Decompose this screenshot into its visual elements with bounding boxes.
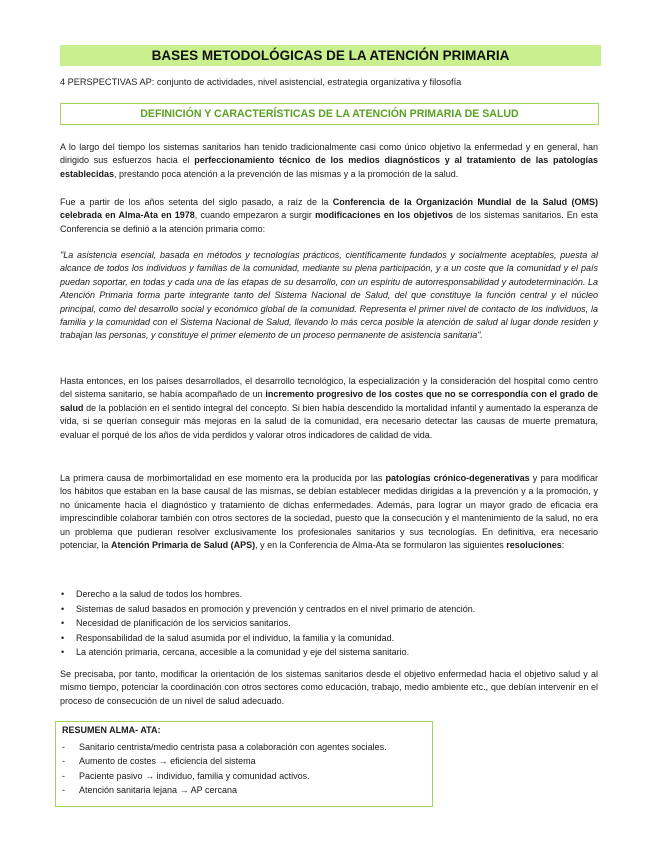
summary-box	[55, 721, 433, 807]
perspectives-line: 4 PERSPECTIVAS AP: conjunto de actividades, nivel asistencial, estrategia organizativa y filosofía	[60, 77, 462, 87]
summary-item-from: Paciente pasivo	[79, 770, 143, 781]
p3-bold: incremento progresivo de los costes que no se correspondía con el grado de salud	[60, 389, 598, 413]
p4-text-e: , y en la Conferencia de Alma-Ata se formularon las siguientes	[255, 540, 507, 551]
p2-bold-modifications: modificaciones en los objetivos	[315, 210, 454, 221]
p1-text-c: , prestando poca atención a la prevención de las mismas y a la promoción de la salud.	[114, 168, 459, 179]
arrow-right-icon: →	[158, 756, 168, 767]
p2-bold-conference: Conferencia de la Organización Mundial de la Salud (OMS) celebrada en Alma-Ata en 1978	[60, 197, 598, 221]
list-item	[62, 754, 426, 768]
paragraph-conclusion: Se precisaba, por tanto, modificar la orientación de los sistemas sanitarios desde el objetivo enfermedad hacia el objetivo salud y al mismo tiempo, potenciar la coordinación con otros sectores como educación, trabajo, medio ambiente etc., que debían intervenir en el proceso de consecución de un nivel de salud adecuado.	[60, 669, 598, 706]
p4-bold-aps: Atención Primaria de Salud (APS)	[111, 540, 256, 551]
list-item	[62, 769, 426, 783]
p4-text-a: La primera causa de morbimortalidad en ese momento era la producida por las	[60, 473, 386, 483]
summary-item-to: AP cercana	[190, 785, 237, 796]
page-title: BASES METODOLÓGICAS DE LA ATENCIÓN PRIMARIA	[60, 45, 601, 66]
p2-text-c: , cuando empezaron a surgir	[194, 210, 316, 221]
summary-item-to: individuo, familia y comunidad activos.	[156, 770, 310, 781]
list-item	[62, 783, 426, 797]
p2-text-e: de los sistemas sanitarios. En esta Conferencia se definió a la atención primaria como:	[60, 210, 598, 234]
quote-text: "La asistencia esencial, basada en métodos y tecnologías prácticos, científicamente fundados y socialmente aceptables, puesta al alcance de todos los individuos y familias de la comunidad, mediante su plena participación, y a un coste que la comunidad y el país puedan soportar, en todas y cada una de las etapas de su desarrollo, con un espíritu de autorresponsabilidad y autodeterminación. La Atención Primaria forma parte integrante tanto del Sistema Nacional de Salud, del que constituye la función central y el núcleo principal, como del desarrollo social y económico global de la comunidad. Representa el primer nivel de contacto de los individuos, la familia y la comunidad con el Sistema Nacional de Salud, llevando lo más cerca posible la atención de salud al lugar donde residen y trabajan las personas, y constituye el primer elemento de un proceso permanente de asistencia sanitaria".	[60, 250, 598, 341]
paragraph-alma-ata	[60, 196, 598, 236]
arrow-right-icon: →	[145, 770, 155, 781]
p3-text-a: Hasta entonces, en los países desarrollados, el desarrollo tecnológico, la especialización y la consideración del hospital como centro del sistema sanitario, se había acompañado de un	[60, 376, 598, 400]
list-item: • Derecho a la salud de todos los hombres.	[60, 587, 600, 602]
p4-bold-chronic: patologías crónico-degenerativas	[385, 473, 530, 483]
p2-text-a: Fue a partir de los años setenta del siglo pasado, a raíz de la	[60, 197, 333, 207]
p1-text-a: A lo largo del tiempo los sistemas sanitarios han tenido tradicionalmente casi como único objetivo la enfermedad y en general, han dirigido sus esfuerzos hacia el	[60, 142, 598, 166]
list-item: • La atención primaria, cercana, accesible a la comunidad y eje del sistema sanitario.	[60, 645, 600, 660]
summary-title: RESUMEN ALMA- ATA:	[62, 725, 161, 735]
summary-item-from: Aumento de costes	[79, 756, 157, 767]
paragraph-intro	[60, 141, 598, 181]
summary-item-text: Sanitario centrista/medio centrista pasa a colaboración con agentes sociales.	[79, 742, 387, 752]
paragraph-costs	[60, 375, 598, 442]
list-item	[62, 740, 426, 754]
resolutions-list	[60, 587, 600, 660]
p3-text-c: de la población en el sentido integral del concepto. Si bien había descendido la mortalidad infantil y aumentado la esperanza de vida, si se querían conseguir más mejoras en la salud de la comunidad, era necesario detectar las causas de muerte prematura, evaluar el porqué de los años de vida perdidos y valorar otros indicadores de calidad de vida.	[60, 402, 598, 440]
summary-list	[62, 740, 426, 798]
paragraph-chronic	[60, 472, 598, 552]
summary-item-to: eficiencia del sistema	[170, 756, 256, 767]
p4-bold-resolutions: resoluciones	[506, 540, 562, 551]
summary-item-from: Atención sanitaria lejana	[79, 785, 178, 796]
list-item: • Responsabilidad de la salud asumida por el individuo, la familia y la comunidad.	[60, 631, 600, 646]
list-item: • Sistemas de salud basados en promoción y prevención y centrados en el nivel primario de atención.	[60, 602, 600, 617]
p4-text-g: :	[561, 540, 565, 551]
p4-text-c: y para modificar los hábitos que estaban en la base causal de las mismas, se debían establecer medidas dirigidas a la prevención y a la promoción, y no únicamente hacia el diagnóstico y tratamiento de dichas enfermedades. Además, para lograr un mayor grado de eficacia era imprescindible colaborar también con otros sectores de la sociedad, puesto que la consecución y el mantenimiento de la salud, no era un problema que pudieran resolver exclusivamente los profesionales sanitarios y sus tecnologías. En definitiva, era necesario potenciar, la	[60, 473, 599, 551]
definition-quote	[60, 249, 598, 343]
section-title: DEFINICIÓN Y CARACTERÍSTICAS DE LA ATENCIÓN PRIMARIA DE SALUD	[60, 103, 599, 125]
p1-bold: perfeccionamiento técnico de los medios diagnósticos y al tratamiento de las patologías establecidas	[60, 155, 598, 179]
list-item: • Necesidad de planificación de los servicios sanitarios.	[60, 616, 600, 631]
arrow-right-icon: →	[179, 785, 189, 796]
